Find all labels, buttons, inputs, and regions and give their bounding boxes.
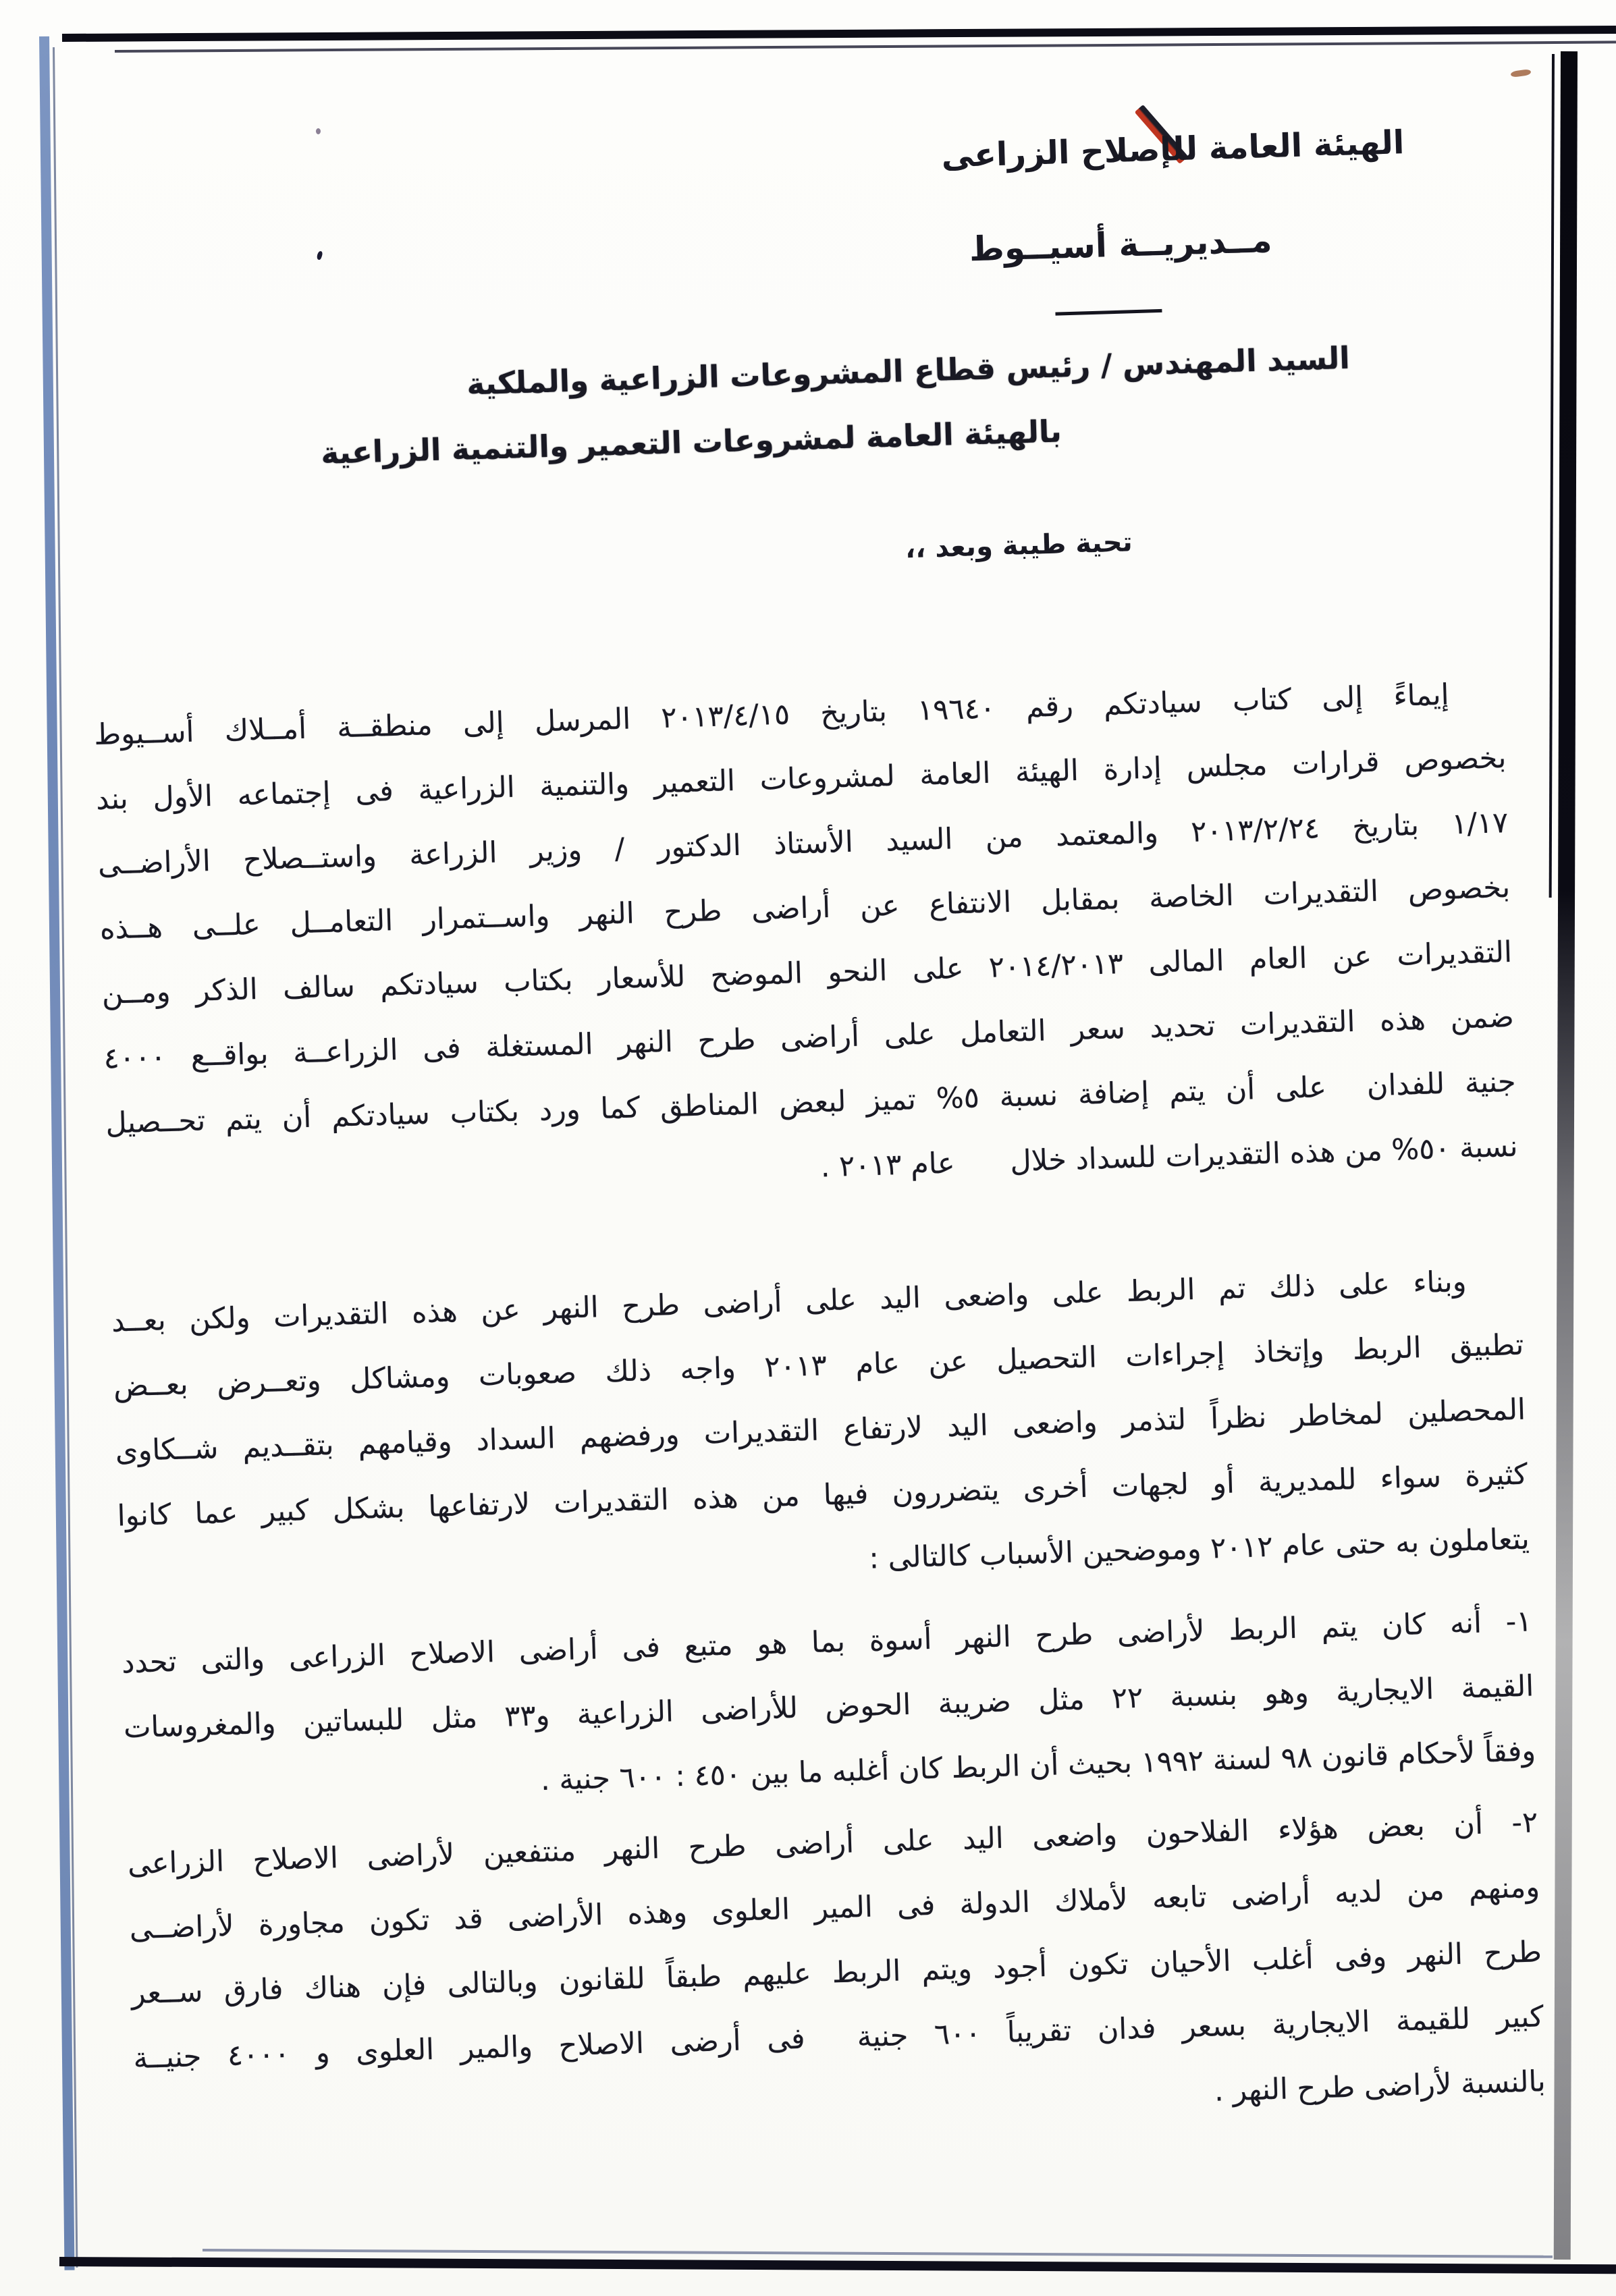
- text-line: جنية للفدان على أن يتم إضافة نسبة ٥% تميز لبعض المناطق كما ورد بكتاب سيادتكم أن يتم تحــصيل: [105, 1064, 1517, 1141]
- list-item-2: [127, 1790, 1546, 2156]
- letterhead-directorate: مــديريــة أسيــوط: [968, 221, 1273, 269]
- text-line: كبير للقيمة الايجارية بسعر فدان تقريباً ٦٠٠ جنية فى أرضى الاصلاح والمير العلوى و ٤٠٠٠ جنيــة: [132, 2000, 1544, 2076]
- text-line: المحصلين لمخاطر نظراً لتذمر واضعى اليد لارتفاع التقديرات ورفضهم السداد وقيامهم بتقــديم شــكاوى: [115, 1392, 1526, 1469]
- addressee-title: السيد المهندس / رئيس قطاع المشروعات الزراعية والملكية: [466, 339, 1351, 402]
- text-line: يتعاملون به حتى عام ٢٠١٢ وموضحين الأسباب كالتالى :: [868, 1522, 1530, 1576]
- text-line: ١/١٧ بتاريخ ٢٠١٣/٢/٢٤ والمعتمد من السيد الأستاذ الدكتور / وزير الزراعة واستــصلاح الأراضــى: [97, 806, 1509, 882]
- text-line: القيمة الايجارية وهو بنسبة ٢٢ مثل ضريبة الحوض للأراضى الزراعية و٣٣ مثل للبساتين والمغروسات: [123, 1669, 1534, 1745]
- text-line: إيماءً إلى كتاب سيادتكم رقم ١٩٦٤٠ بتاريخ ٢٠١٣/٤/١٥ المرسل إلى منطقــة أمــلاك أســيوط: [93, 678, 1450, 753]
- text-line: نسبة ٥٠% من هذه التقديرات للسداد خلال عام ٢٠١٣ .: [820, 1129, 1519, 1184]
- letterhead-authority: الهيئة العامة للإصلاح الزراعى: [940, 124, 1405, 175]
- text-line: طرح النهر وفى أغلب الأحيان تكون أجود ويتم الربط عليهم طبقاً للقانون وبالتالى فإن هناك فارق ســعر: [130, 1935, 1542, 2011]
- text-line: بخصوص قرارات مجلس إدارة الهيئة العامة لمشروعات التعمير والتنمية الزراعية فى إجتماعه الأول بند: [95, 741, 1507, 817]
- text-line: ومنهم من لديه أراضى تابعه لأملاك الدولة فى المير العلوى وهذه الأراضى قد تكون مجاورة لأراضــى: [129, 1870, 1540, 1946]
- addressee-organization: بالهيئة العامة لمشروعات التعمير والتنمية الزراعية: [320, 413, 1062, 471]
- text-line: التقديرات عن العام المالى ٢٠١٤/٢٠١٣ على النحو الموضح للأسعار بكتاب سيادتكم سالف الذكر ومــن: [101, 935, 1513, 1011]
- salutation: تحية طيبة وبعد ،،: [905, 526, 1133, 565]
- letterhead-underline: [1055, 309, 1162, 316]
- text-line: ١- أنه كان يتم الربط لأراضى طرح النهر أسوة بما هو متبع فى أراضى الاصلاح الزراعى والتى تحدد: [121, 1604, 1533, 1680]
- paragraph-reference: [93, 661, 1519, 1221]
- text-line: وبناء على ذلك تم الربط على واضعى اليد على أراضى طرح النهر عن هذه التقديرات ولكن بعــد: [111, 1265, 1467, 1339]
- text-line: تطبيق الربط وإتخاذ إجراءات التحصيل عن عام ٢٠١٣ واجه ذلك صعوبات ومشاكل وتعــرض بعــض: [113, 1328, 1524, 1404]
- paragraph-problem: [111, 1248, 1530, 1614]
- text-line: بالنسبة لأراضى طرح النهر .: [1214, 2065, 1546, 2108]
- list-item-1: [121, 1589, 1537, 1826]
- text-line: وفقاً لأحكام قانون ٩٨ لسنة ١٩٩٢ بحيث أن الربط كان أغلبه ما بين ٤٥٠ : ٦٠٠ جنية .: [540, 1734, 1536, 1798]
- text-line: ضمن هذه التقديرات تحديد سعر التعامل على أراضى طرح النهر المستغلة فى الزراعــة بواقــع ٤٠٠٠: [103, 1000, 1515, 1076]
- text-line: كثيرة سواء للمديرية أو لجهات أخرى يتضررون فيها من هذه التقديرات لارتفاعها بشكل كبير عما كانوا: [116, 1457, 1528, 1533]
- text-line: ٢- أن بعض هؤلاء الفلاحون واضعى اليد على أراضى طرح النهر منتفعين لأراضى الاصلاح الزراعى: [127, 1805, 1538, 1882]
- text-line: بخصوص التقديرات الخاصة بمقابل الانتفاع عن أراضى طرح النهر واســتمرار التعامــل علــى هــذه: [99, 870, 1511, 946]
